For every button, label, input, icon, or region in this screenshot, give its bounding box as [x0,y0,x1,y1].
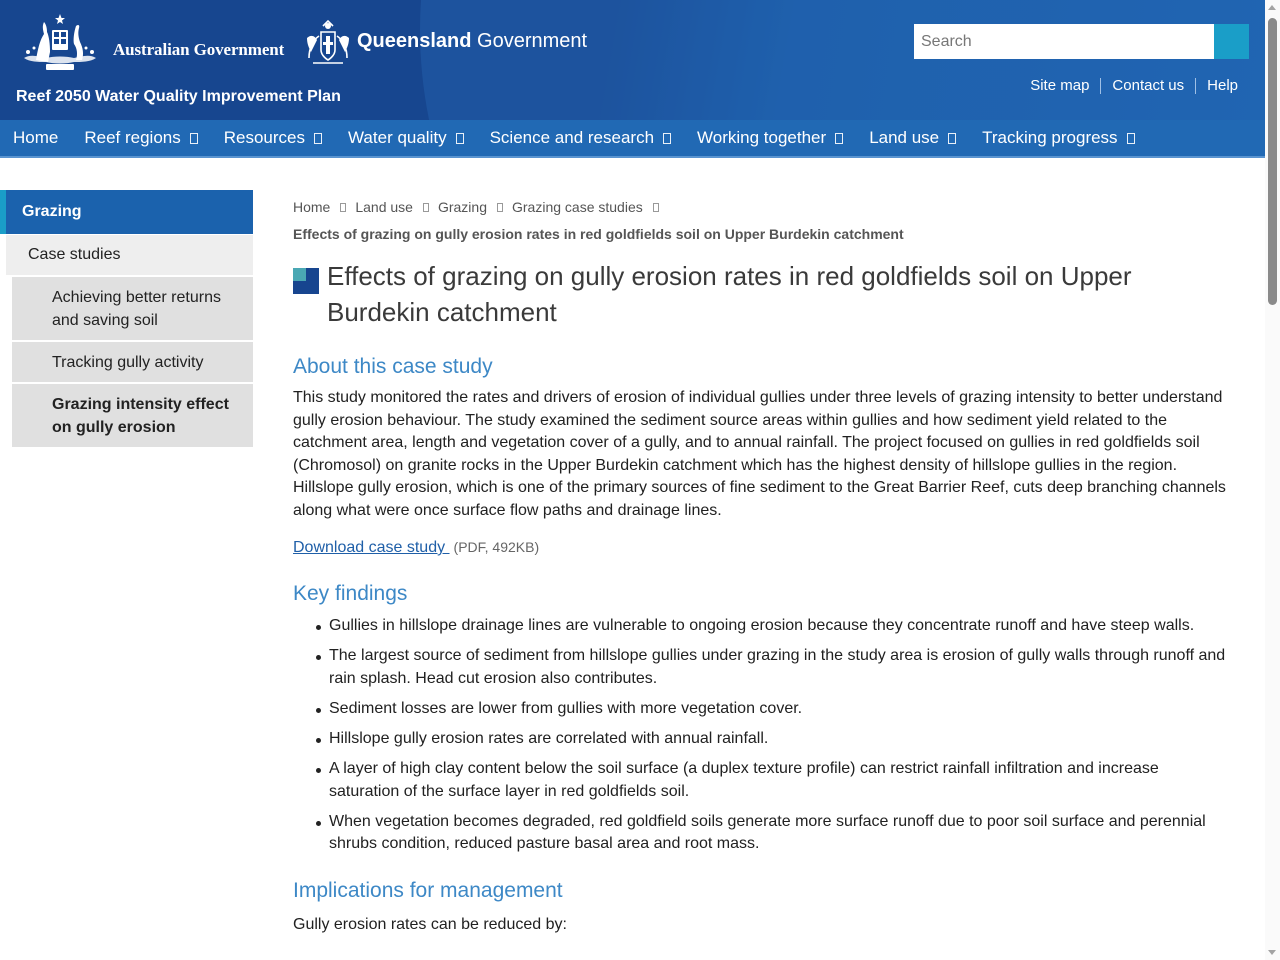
queensland-government-label: Queensland Government [357,29,588,52]
nav-tracking-progress[interactable] [969,128,1147,148]
dropdown-caret-icon [1127,133,1135,144]
nav-resources[interactable] [211,128,335,148]
dropdown-caret-icon [835,133,843,144]
list-item: Gullies in hillslope drainage lines are vulnerable to ongoing erosion because they concentrate runoff and have steep walls. [329,615,1233,638]
site-title[interactable]: Reef 2050 Water Quality Improvement Plan [16,88,341,105]
nav-land-use[interactable] [856,128,969,148]
nav-water-quality[interactable] [335,128,477,148]
breadcrumb-land-use[interactable]: Land use [355,199,413,215]
site-header [0,0,1265,120]
title-square-icon [293,268,319,294]
key-findings-list [293,615,1233,856]
breadcrumb [293,199,1233,215]
vertical-scrollbar[interactable] [1265,0,1280,960]
implications-heading: Implications for management [293,878,563,902]
dropdown-caret-icon [948,133,956,144]
nav-label: Reef regions [84,128,181,147]
nav-label: Resources [223,128,306,147]
sidebar-heading-grazing[interactable]: Grazing [0,190,253,234]
dropdown-caret-icon [190,133,198,144]
dropdown-caret-icon [314,133,322,144]
breadcrumb-grazing-case-studies[interactable]: Grazing case studies [512,199,643,215]
coat-of-arms-icon [16,12,104,76]
nav-working-together[interactable] [684,128,856,148]
main-nav [0,120,1265,158]
nav-label: Working together [697,128,827,147]
help-link[interactable]: Help [1207,77,1238,94]
dropdown-caret-icon [456,133,464,144]
nav-label: Science and research [489,128,655,147]
sidebar-item-tracking-gully-activity[interactable]: Tracking gully activity [12,342,253,382]
nav-home[interactable] [0,128,71,148]
nav-label: Water quality [348,128,447,147]
breadcrumb-separator-icon [497,203,503,212]
search-input[interactable] [914,24,1214,59]
nav-label: Home [13,128,59,147]
nav-science-research[interactable] [477,128,684,148]
implications-intro: Gully erosion rates can be reduced by: [293,915,567,933]
breadcrumb-separator-icon [423,203,429,212]
queensland-government-logo[interactable] [303,18,587,68]
sidebar-item-grazing-intensity[interactable]: Grazing intensity effect on gully erosion [12,384,253,447]
page-title: Effects of grazing on gully erosion rates in red goldfields soil on Upper Burdekin catchment [327,261,1132,327]
sidebar-nav [0,190,253,447]
divider [1195,78,1196,94]
list-item: When vegetation becomes degraded, red goldfield soils generate more surface runoff due to poor soil surface and perennial shrubs condition, reduced pasture basal area and root mass. [329,811,1233,856]
site-map-link[interactable]: Site map [1030,77,1090,94]
divider [1100,78,1101,94]
nav-reef-regions[interactable] [71,128,210,148]
nav-label: Tracking progress [982,128,1118,147]
contact-us-link[interactable]: Contact us [1112,77,1185,94]
sidebar-item-achieving-better-returns[interactable]: Achieving better returns and saving soil [12,277,253,340]
download-case-study-link[interactable]: Download case study [293,539,450,556]
breadcrumb-home[interactable]: Home [293,199,331,215]
dropdown-caret-icon [663,133,671,144]
breadcrumb-separator-icon [653,203,659,212]
scroll-up-arrow-icon[interactable] [1268,5,1276,10]
sidebar-item-case-studies[interactable]: Case studies [6,235,253,275]
key-findings-heading: Key findings [293,582,408,605]
main-content [293,199,1233,936]
australian-government-label: Australian Government [113,40,285,59]
list-item: Hillslope gully erosion rates are correlated with annual rainfall. [329,728,1233,751]
list-item: Sediment losses are lower from gullies with more vegetation cover. [329,698,1233,721]
scroll-down-arrow-icon[interactable] [1268,950,1276,955]
breadcrumb-grazing[interactable]: Grazing [437,199,487,215]
list-item: A layer of high clay content below the soil surface (a duplex texture profile) can restrict rainfall infiltration and increase saturation of the surface layer in red goldfields soil. [329,758,1233,803]
download-file-meta: (PDF, 492KB) [453,539,540,555]
scroll-thumb[interactable] [1268,18,1277,305]
nav-label: Land use [869,128,940,147]
queensland-crest-icon [303,18,353,68]
about-paragraph: This study monitored the rates and drivers of erosion of individual gullies under three levels of grazing intensity to better understand gully erosion behaviour. The study examined the sediment source areas within gullies and how sediment yield related to the catchment area, length and vegetation cover of a gully, and to annual rainfall. The project focused on gullies in red goldfields soil (Chromosol) on granite rocks in the Upper Burdekin catchment which has the highest density of hillslope gullies in the region. Hillslope gully erosion, which is one of the primary sources of fine sediment to the Great Barrier Reef, cuts deep branching channels along what were once surface flow paths and drainage lines. [293,389,1226,519]
search-button[interactable] [1214,24,1249,59]
list-item: The largest source of sediment from hillslope gullies under grazing in the study area is erosion of gully walls through runoff and rain splash. Head cut erosion also contributes. [329,645,1233,690]
utility-links [1030,77,1238,94]
breadcrumb-current: Effects of grazing on gully erosion rates in red goldfields soil on Upper Burdekin catchment [293,226,904,242]
download-row [293,539,1233,557]
australian-government-logo[interactable] [16,12,284,76]
breadcrumb-separator-icon [340,203,346,212]
page-title-block [293,261,1233,330]
about-heading: About this case study [293,355,493,378]
